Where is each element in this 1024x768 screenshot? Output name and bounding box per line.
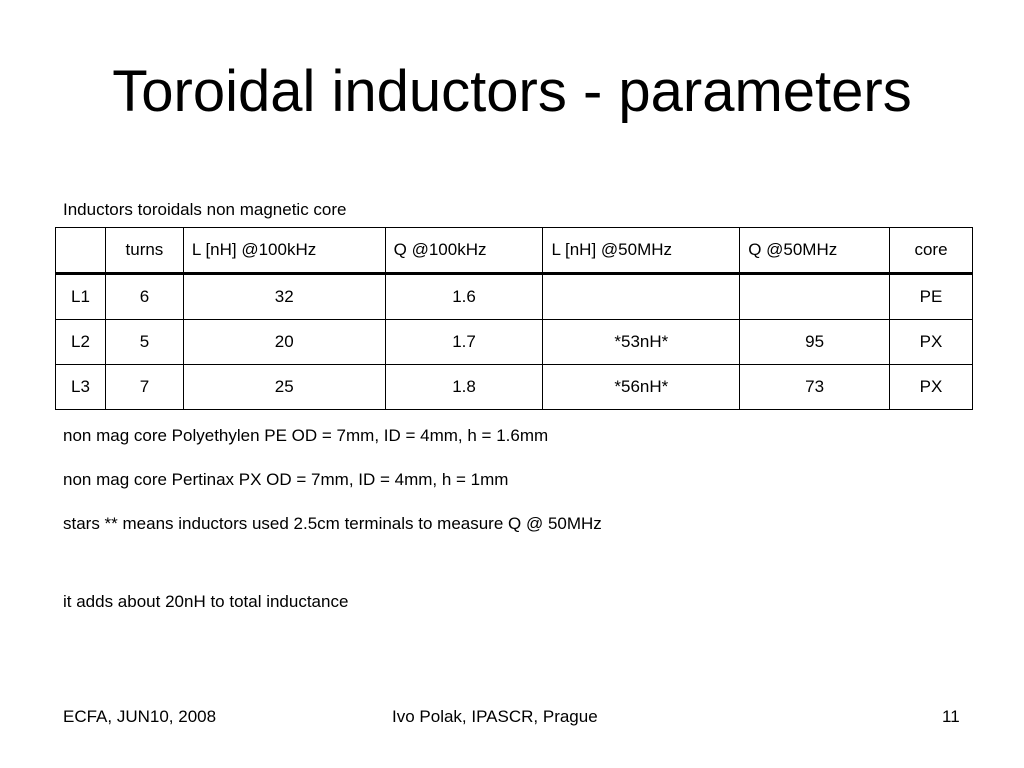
footer-page-number: 11 <box>942 707 960 726</box>
footer-author: Ivo Polak, IPASCR, Prague <box>392 707 598 726</box>
table-cell: *53nH* <box>543 320 740 365</box>
table-cell <box>740 274 890 320</box>
table-cell: PE <box>890 274 973 320</box>
header-cell-l-50mhz: L [nH] @50MHz <box>543 228 740 274</box>
note-stars: stars ** means inductors used 2.5cm terminals to measure Q @ 50MHz <box>63 514 602 533</box>
footer-date: ECFA, JUN10, 2008 <box>63 707 217 726</box>
table-cell: *56nH* <box>543 365 740 410</box>
table-cell: 32 <box>183 274 385 320</box>
note-pertinax: non mag core Pertinax PX OD = 7mm, ID = 4mm, h = 1mm <box>63 470 509 489</box>
table-row <box>56 274 973 320</box>
header-cell-q-100khz: Q @100kHz <box>385 228 543 274</box>
table-cell: PX <box>890 365 973 410</box>
header-cell-empty <box>56 228 106 274</box>
table-cell: 1.7 <box>385 320 543 365</box>
note-polyethylen: non mag core Polyethylen PE OD = 7mm, ID = 4mm, h = 1.6mm <box>63 426 549 445</box>
header-cell-l-100khz: L [nH] @100kHz <box>183 228 385 274</box>
table-cell: L3 <box>56 365 106 410</box>
table-cell: 73 <box>740 365 890 410</box>
table-cell: L2 <box>56 320 106 365</box>
table-cell: 6 <box>105 274 183 320</box>
table-cell: 95 <box>740 320 890 365</box>
note-inductance: it adds about 20nH to total inductance <box>63 592 349 611</box>
header-cell-core: core <box>890 228 973 274</box>
table-cell: PX <box>890 320 973 365</box>
table-caption: Inductors toroidals non magnetic core <box>63 200 347 219</box>
table-cell: 1.6 <box>385 274 543 320</box>
slide-title: Toroidal inductors - parameters <box>112 59 912 124</box>
table-header-row <box>56 228 973 274</box>
table-cell: 5 <box>105 320 183 365</box>
header-cell-turns: turns <box>105 228 183 274</box>
table-row <box>56 320 973 365</box>
parameters-table <box>55 227 973 410</box>
table-row <box>56 365 973 410</box>
table-cell: 7 <box>105 365 183 410</box>
table-cell: 1.8 <box>385 365 543 410</box>
table-cell: 25 <box>183 365 385 410</box>
table-cell: 20 <box>183 320 385 365</box>
header-cell-q-50mhz: Q @50MHz <box>740 228 890 274</box>
table-cell <box>543 274 740 320</box>
table-cell: L1 <box>56 274 106 320</box>
